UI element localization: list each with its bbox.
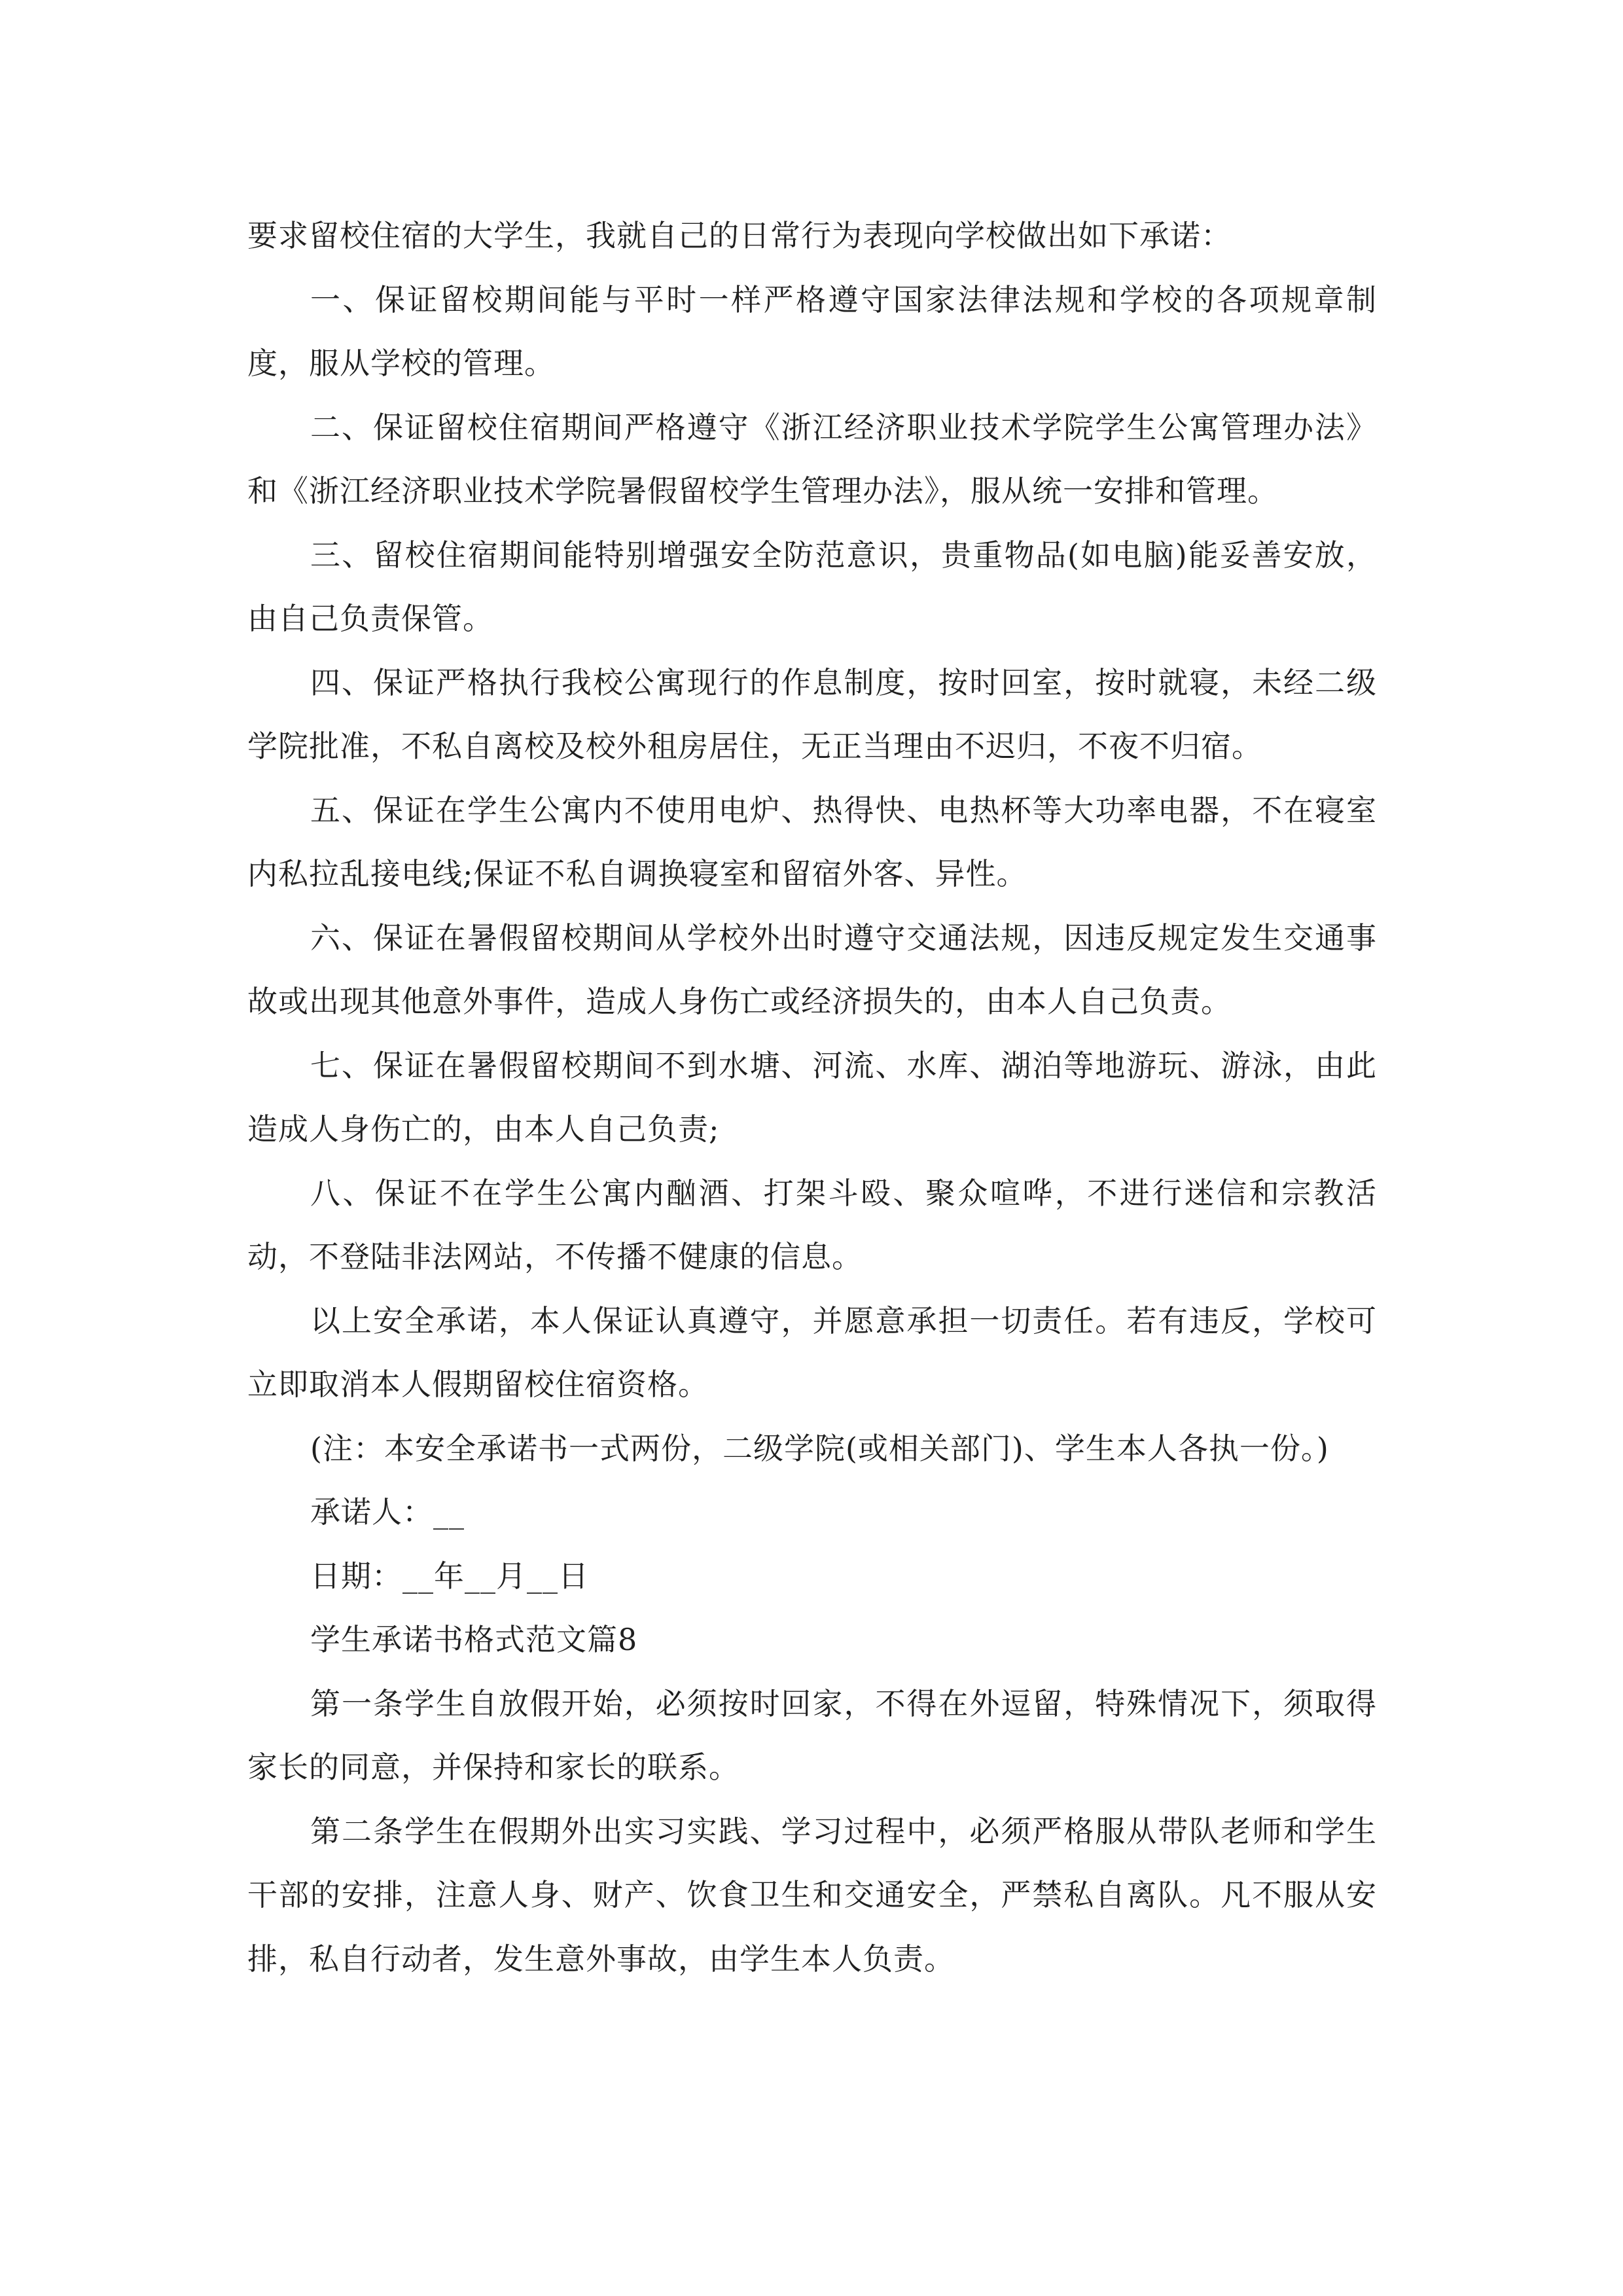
paragraph-item-8: 八、保证不在学生公寓内酗酒、打架斗殴、聚众喧哗，不进行迷信和宗教活动，不登陆非法网站，不传播不健康的信息。 bbox=[247, 1175, 1377, 1274]
date-line: 日期：__年__月__日 bbox=[310, 1558, 589, 1594]
paragraph-item-3: 三、留校住宿期间能特别增强安全防范意识，贵重物品(如电脑)能妥善安放，由自己负责保管。 bbox=[247, 537, 1377, 636]
section-heading: 学生承诺书格式范文篇8 bbox=[310, 1622, 638, 1657]
paragraph-item-5: 五、保证在学生公寓内不使用电炉、热得快、电热杯等大功率电器，不在寝室内私拉乱接电线;保证不私自调换寝室和留宿外客、异性。 bbox=[247, 792, 1377, 891]
paragraph-note: (注：本安全承诺书一式两份，二级学院(或相关部门)、学生本人各执一份。) bbox=[310, 1430, 1329, 1466]
paragraph-intro: 要求留校住宿的大学生，我就自己的日常行为表现向学校做出如下承诺： bbox=[247, 218, 1232, 253]
paragraph-item-7: 七、保证在暑假留校期间不到水塘、河流、水库、湖泊等地游玩、游泳，由此造成人身伤亡的，由本人自己负责; bbox=[247, 1047, 1377, 1147]
article-2: 第二条学生在假期外出实习实践、学习过程中，必须严格服从带队老师和学生干部的安排，注意人身、财产、饮食卫生和交通安全，严禁私自离队。凡不服从安排，私自行动者，发生意外事故，由学生本人负责。 bbox=[247, 1813, 1377, 1977]
paragraph-item-1: 一、保证留校期间能与平时一样严格遵守国家法律法规和学校的各项规章制度，服从学校的管理。 bbox=[247, 281, 1377, 381]
paragraph-item-2: 二、保证留校住宿期间严格遵守《浙江经济职业技术学院学生公寓管理办法》和《浙江经济职业技术学院暑假留校学生管理办法》，服从统一安排和管理。 bbox=[247, 409, 1377, 509]
signature-line: 承诺人：__ bbox=[310, 1494, 465, 1530]
document-body bbox=[247, 204, 1377, 1991]
paragraph-item-4: 四、保证严格执行我校公寓现行的作息制度，按时回室，按时就寝，未经二级学院批准，不私自离校及校外租房居住，无正当理由不迟归，不夜不归宿。 bbox=[247, 664, 1377, 764]
paragraph-item-6: 六、保证在暑假留校期间从学校外出时遵守交通法规，因违反规定发生交通事故或出现其他意外事件，造成人身伤亡或经济损失的，由本人自己负责。 bbox=[247, 920, 1377, 1019]
article-1: 第一条学生自放假开始，必须按时回家，不得在外逗留，特殊情况下，须取得家长的同意，并保持和家长的联系。 bbox=[247, 1685, 1377, 1785]
paragraph-commitment: 以上安全承诺，本人保证认真遵守，并愿意承担一切责任。若有违反，学校可立即取消本人假期留校住宿资格。 bbox=[247, 1302, 1377, 1402]
